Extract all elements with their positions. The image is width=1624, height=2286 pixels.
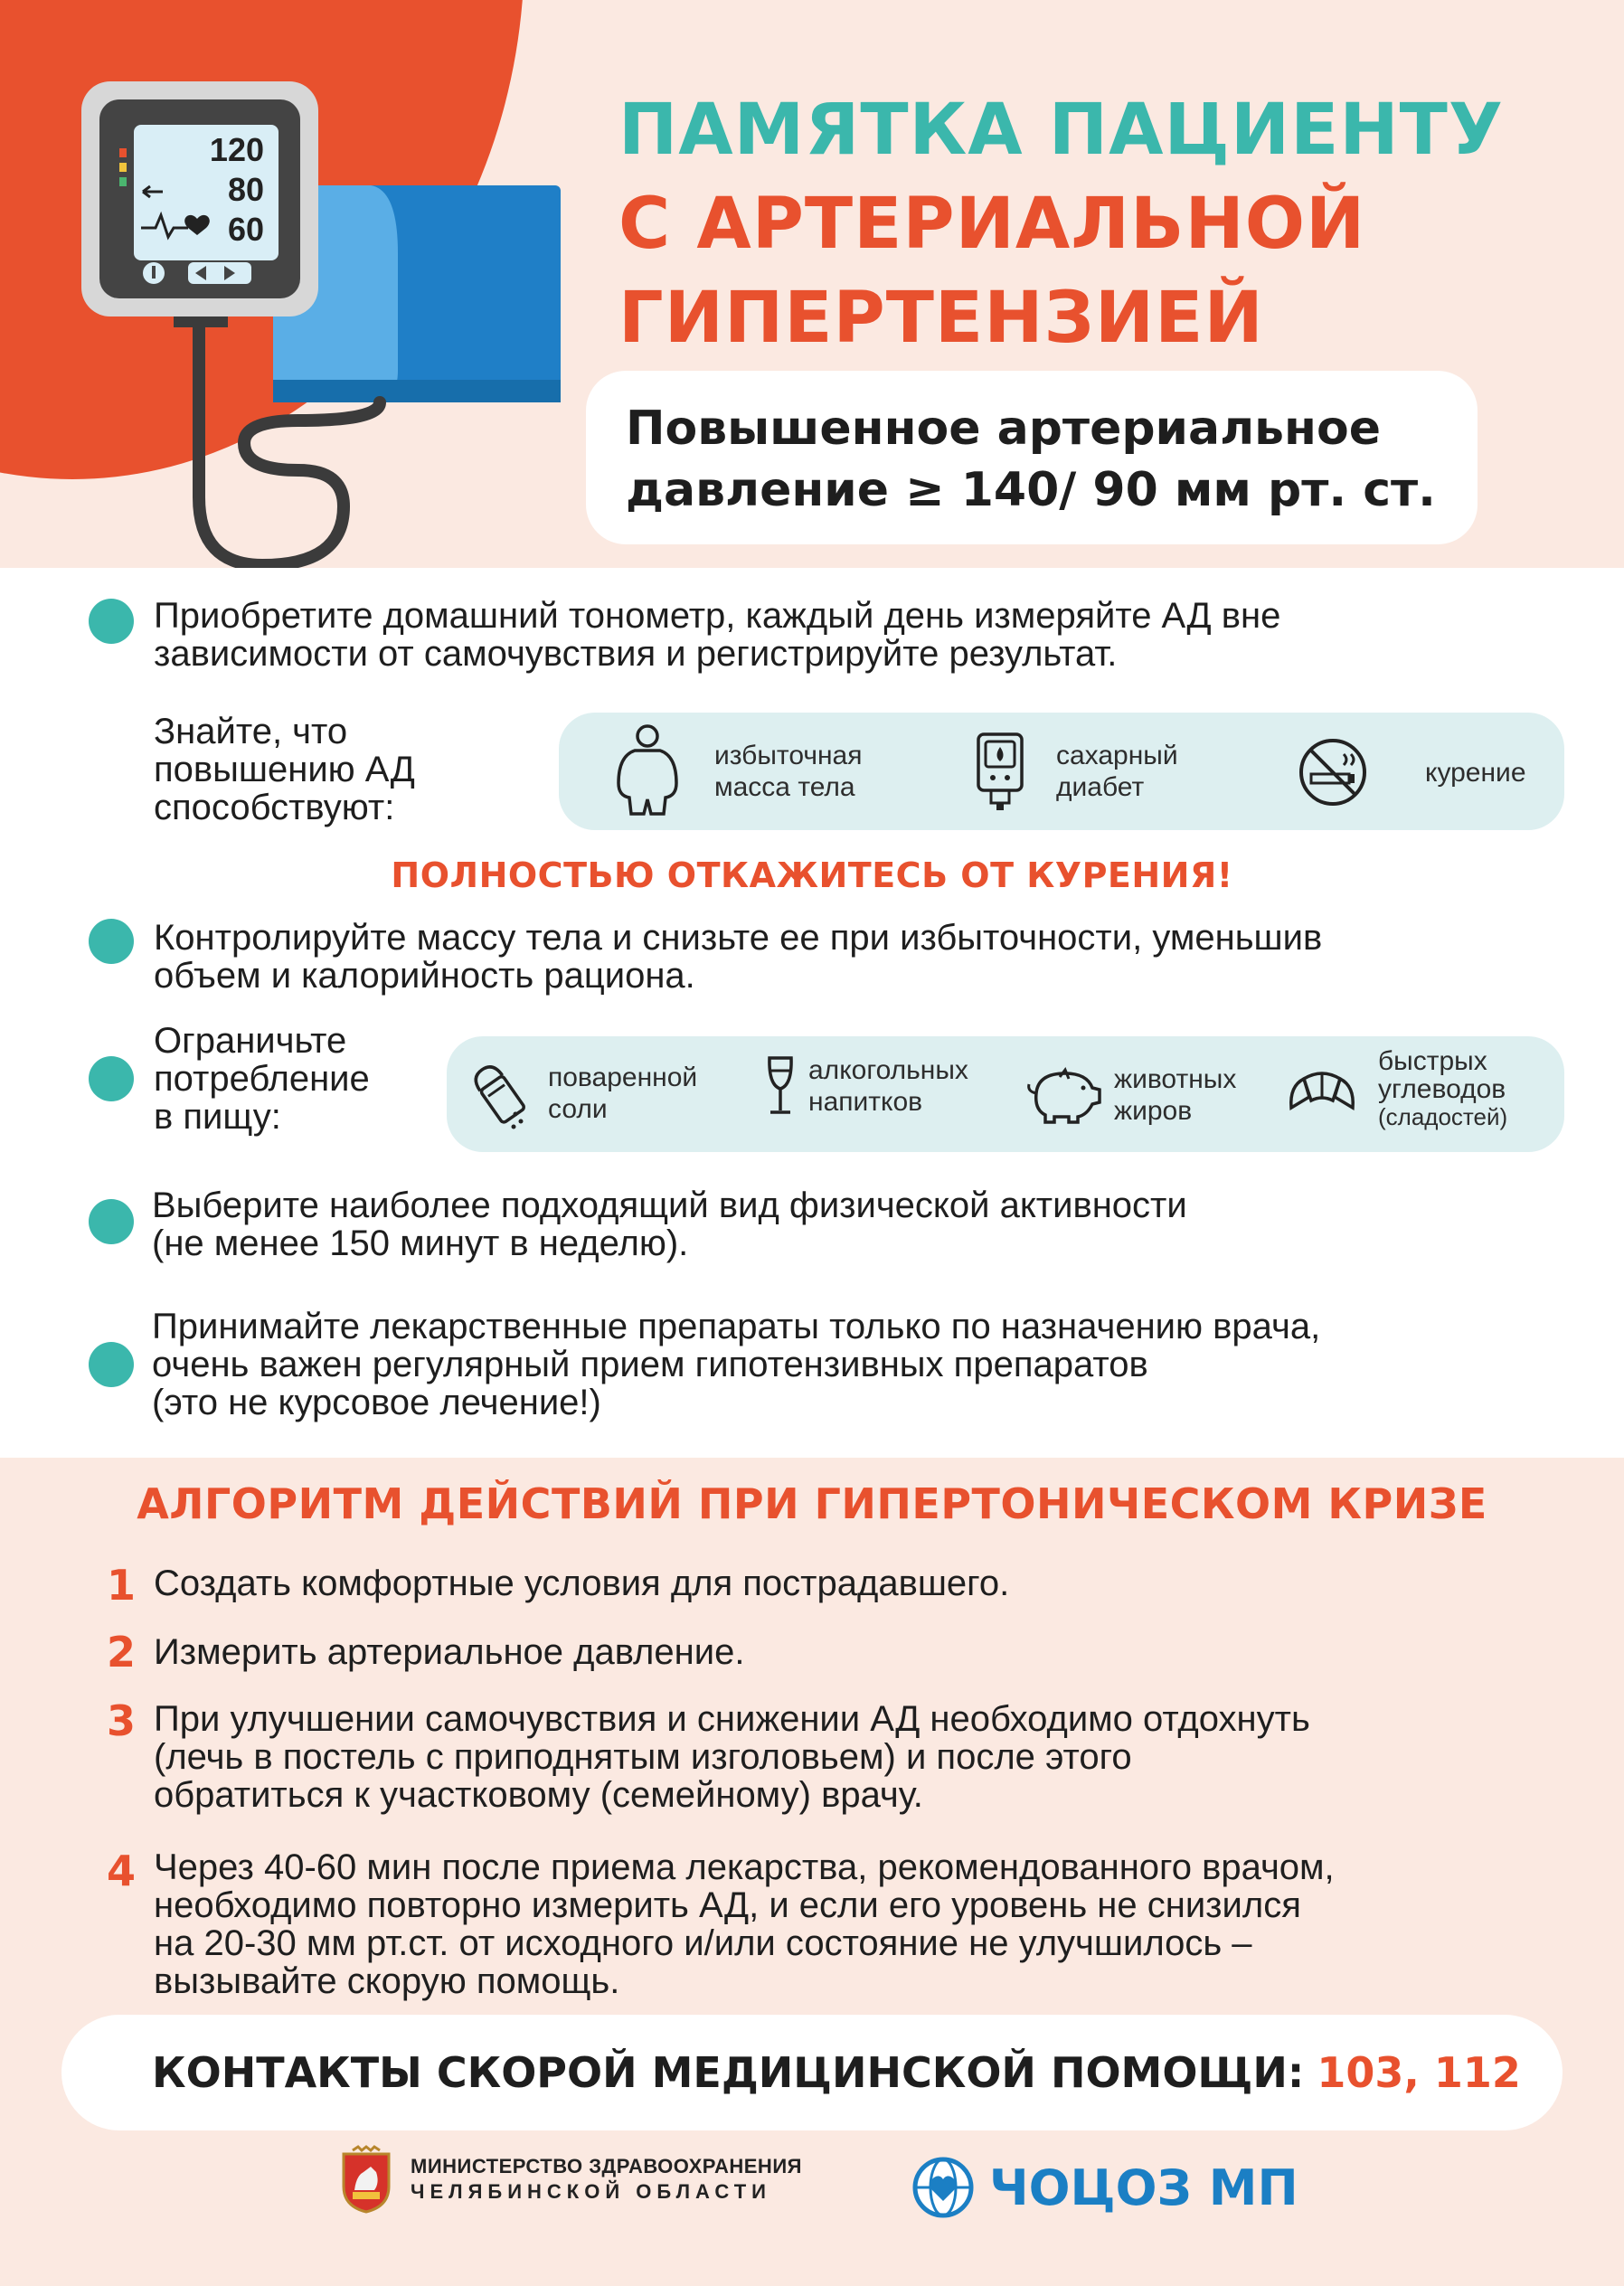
risk-intro-line-2: повышению АД — [154, 750, 415, 789]
bullet-1-text — [154, 597, 1280, 673]
limit-item-alcohol — [765, 1054, 968, 1118]
bullet-2-line-2: объем и калорийность рациона. — [154, 956, 695, 996]
step-line: обратиться к участковому (семейному) врачу. — [154, 1775, 923, 1815]
ministry-logo-block — [340, 2145, 802, 2214]
limit-intro-line-2: потребление — [154, 1059, 370, 1099]
bullet-3-line-2: (не менее 150 минут в неделю). — [152, 1223, 689, 1263]
wine-glass-icon — [765, 1054, 796, 1118]
salt-shaker-icon — [465, 1054, 528, 1132]
croissant-icon — [1286, 1061, 1358, 1119]
step-line: необходимо повторно измерить АД, и если его уровень не снизился — [154, 1885, 1301, 1925]
emergency-numbers[interactable]: 103, 112 — [1317, 2048, 1521, 2097]
limit-item-carbs — [1286, 1047, 1507, 1131]
overweight-person-icon — [611, 723, 684, 819]
factor-label: курение — [1425, 757, 1526, 788]
bullet-1-line-2: зависимости от самочувствия и регистрируйте результат. — [154, 634, 1118, 674]
limit-label-note: (сладостей) — [1378, 1103, 1508, 1130]
risk-factor-overweight — [611, 723, 862, 819]
step-number: 2 — [107, 1628, 137, 1677]
bullet-4-line-1: Принимайте лекарственные препараты только по назначению врача, — [152, 1307, 1321, 1346]
limit-label: алкогольных — [808, 1055, 968, 1085]
organization-name: ЧОЦОЗ МП — [989, 2158, 1298, 2216]
tonometer-dia: 80 — [227, 171, 264, 208]
algorithm-step-1 — [154, 1564, 1009, 1602]
risk-factor-diabetes — [975, 731, 1178, 812]
factor-label: масса тела — [714, 772, 855, 802]
pressure-line-1: Повышенное артериальное — [626, 401, 1381, 456]
bullet-4-line-2: очень важен регулярный прием гипотензивных препаратов — [152, 1345, 1148, 1384]
smoking-warning: ПОЛНОСТЬЮ ОТКАЖИТЕСЬ ОТ КУРЕНИЯ! — [391, 855, 1233, 895]
factor-label: сахарный — [1056, 741, 1178, 770]
header-banner — [0, 0, 1624, 568]
limit-label: углеводов — [1378, 1074, 1506, 1104]
glucometer-icon — [975, 731, 1025, 812]
limit-intro-line-1: Ограничьте — [154, 1021, 347, 1061]
algorithm-step-3 — [154, 1700, 1310, 1814]
risk-factors-intro — [154, 713, 415, 827]
step-line: При улучшении самочувствия и снижении АД необходимо отдохнуть — [154, 1699, 1310, 1739]
step-line: Создать комфортные условия для пострадавшего. — [154, 1563, 1010, 1603]
tonometer-illustration — [72, 72, 561, 568]
limit-label: соли — [548, 1094, 608, 1124]
ministry-name-line-1: МИНИСТЕРСТВО ЗДРАВООХРАНЕНИЯ — [411, 2155, 802, 2177]
bullet-dot — [89, 1056, 134, 1101]
no-smoking-icon — [1297, 736, 1369, 808]
limit-item-salt — [465, 1054, 697, 1132]
bullet-3-text — [152, 1186, 1187, 1262]
contacts-label: КОНТАКТЫ СКОРОЙ МЕДИЦИНСКОЙ ПОМОЩИ: — [152, 2048, 1305, 2097]
title-line-3: ГИПЕРТЕНЗИЕЙ — [618, 278, 1264, 359]
limit-intro-line-3: в пищу: — [154, 1097, 281, 1137]
bullet-1-line-1: Приобретите домашний тонометр, каждый день измеряйте АД вне — [154, 596, 1281, 636]
limit-label: напитков — [808, 1087, 923, 1117]
step-line: Через 40-60 мин после приема лекарства, рекомендованного врачом, — [154, 1847, 1335, 1887]
bullet-2-line-1: Контролируйте массу тела и снизьте ее при избыточности, уменьшив — [154, 918, 1323, 958]
pig-icon — [1024, 1066, 1103, 1124]
limit-label: поваренной — [548, 1063, 698, 1092]
bullet-dot — [89, 1199, 134, 1244]
algorithm-step-4 — [154, 1848, 1335, 2000]
step-number: 3 — [107, 1696, 137, 1745]
limit-item-fats — [1024, 1063, 1236, 1127]
chocoz-globe-heart-icon — [911, 2156, 975, 2219]
limit-intro — [154, 1022, 370, 1136]
bullet-dot — [89, 919, 134, 964]
chocoz-logo-block — [911, 2156, 1298, 2219]
risk-intro-line-1: Знайте, что — [154, 712, 348, 751]
page-title — [618, 83, 1504, 365]
ministry-name-line-2: ЧЕЛЯБИНСКОЙ ОБЛАСТИ — [411, 2180, 771, 2203]
risk-factor-smoking — [1297, 736, 1526, 808]
pressure-threshold-box — [586, 371, 1478, 544]
bullet-dot — [89, 599, 134, 644]
pressure-line-2: давление ≥ 140/ 90 мм рт. ст. — [626, 463, 1436, 517]
limit-label: быстрых — [1378, 1046, 1487, 1076]
step-line: Измерить артериальное давление. — [154, 1632, 745, 1672]
step-line: на 20-30 мм рт.ст. от исходного и/или состояние не улучшилось – — [154, 1923, 1252, 1963]
algorithm-step-2 — [154, 1633, 744, 1671]
factor-label: избыточная — [714, 741, 863, 770]
risk-intro-line-3: способствуют: — [154, 788, 395, 827]
bullet-4-text — [152, 1308, 1320, 1422]
tonometer-sys: 120 — [209, 131, 264, 168]
emergency-contacts — [61, 2015, 1563, 2130]
bullet-2-text — [154, 919, 1322, 995]
tonometer-pulse: 60 — [227, 211, 264, 248]
bullet-dot — [89, 1342, 134, 1387]
bullet-4-line-3: (это не курсовое лечение!) — [152, 1383, 601, 1422]
title-line-2: С АРТЕРИАЛЬНОЙ — [618, 184, 1366, 265]
chelyabinsk-coat-of-arms-icon — [340, 2145, 392, 2214]
factor-label: диабет — [1056, 772, 1145, 802]
step-number: 1 — [107, 1561, 137, 1610]
limit-label: жиров — [1114, 1096, 1193, 1126]
step-line: вызывайте скорую помощь. — [154, 1961, 620, 2001]
step-line: (лечь в постель с приподнятым изголовьем) и после этого — [154, 1737, 1132, 1777]
limit-label: животных — [1114, 1064, 1237, 1094]
algorithm-title: АЛГОРИТМ ДЕЙСТВИЙ ПРИ ГИПЕРТОНИЧЕСКОМ КРИЗЕ — [137, 1479, 1487, 1528]
bullet-3-line-1: Выберите наиболее подходящий вид физической активности — [152, 1186, 1187, 1225]
title-line-1: ПАМЯТКА ПАЦИЕНТУ — [618, 90, 1505, 171]
step-number: 4 — [107, 1847, 137, 1895]
